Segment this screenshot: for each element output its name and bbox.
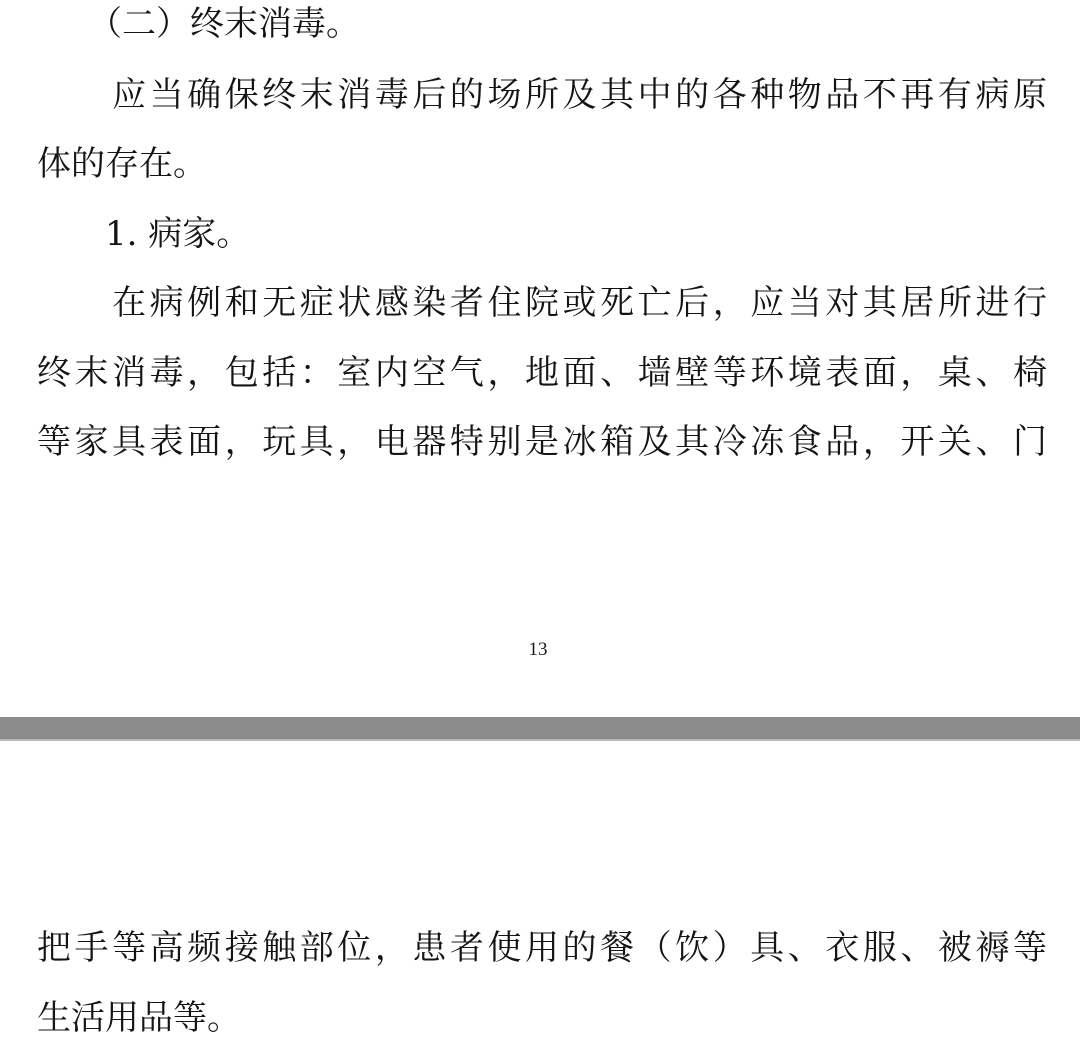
subheading-patient-home: 1. 病家。 (37, 214, 251, 254)
paragraph-line: 生活用品等。 (37, 998, 241, 1038)
paragraph-line: 等家具表面，玩具，电器特别是冰箱及其冷冻食品，开关、门 (37, 422, 1047, 462)
page-separator-edge (0, 739, 1080, 741)
section-heading-terminal-disinfection: （二）终末消毒。 (37, 4, 360, 44)
page-separator (0, 717, 1080, 739)
paragraph-line: 终末消毒，包括：室内空气，地面、墙壁等环境表面，桌、椅 (37, 353, 1047, 393)
paragraph-line: 应当确保终末消毒后的场所及其中的各种物品不再有病原 (37, 75, 1047, 115)
page-number: 13 (528, 639, 548, 660)
paragraph-line: 体的存在。 (37, 144, 207, 184)
paragraph-line: 把手等高频接触部位，患者使用的餐（饮）具、衣服、被褥等 (37, 928, 1047, 968)
paragraph-line: 在病例和无症状感染者住院或死亡后，应当对其居所进行 (37, 283, 1047, 323)
